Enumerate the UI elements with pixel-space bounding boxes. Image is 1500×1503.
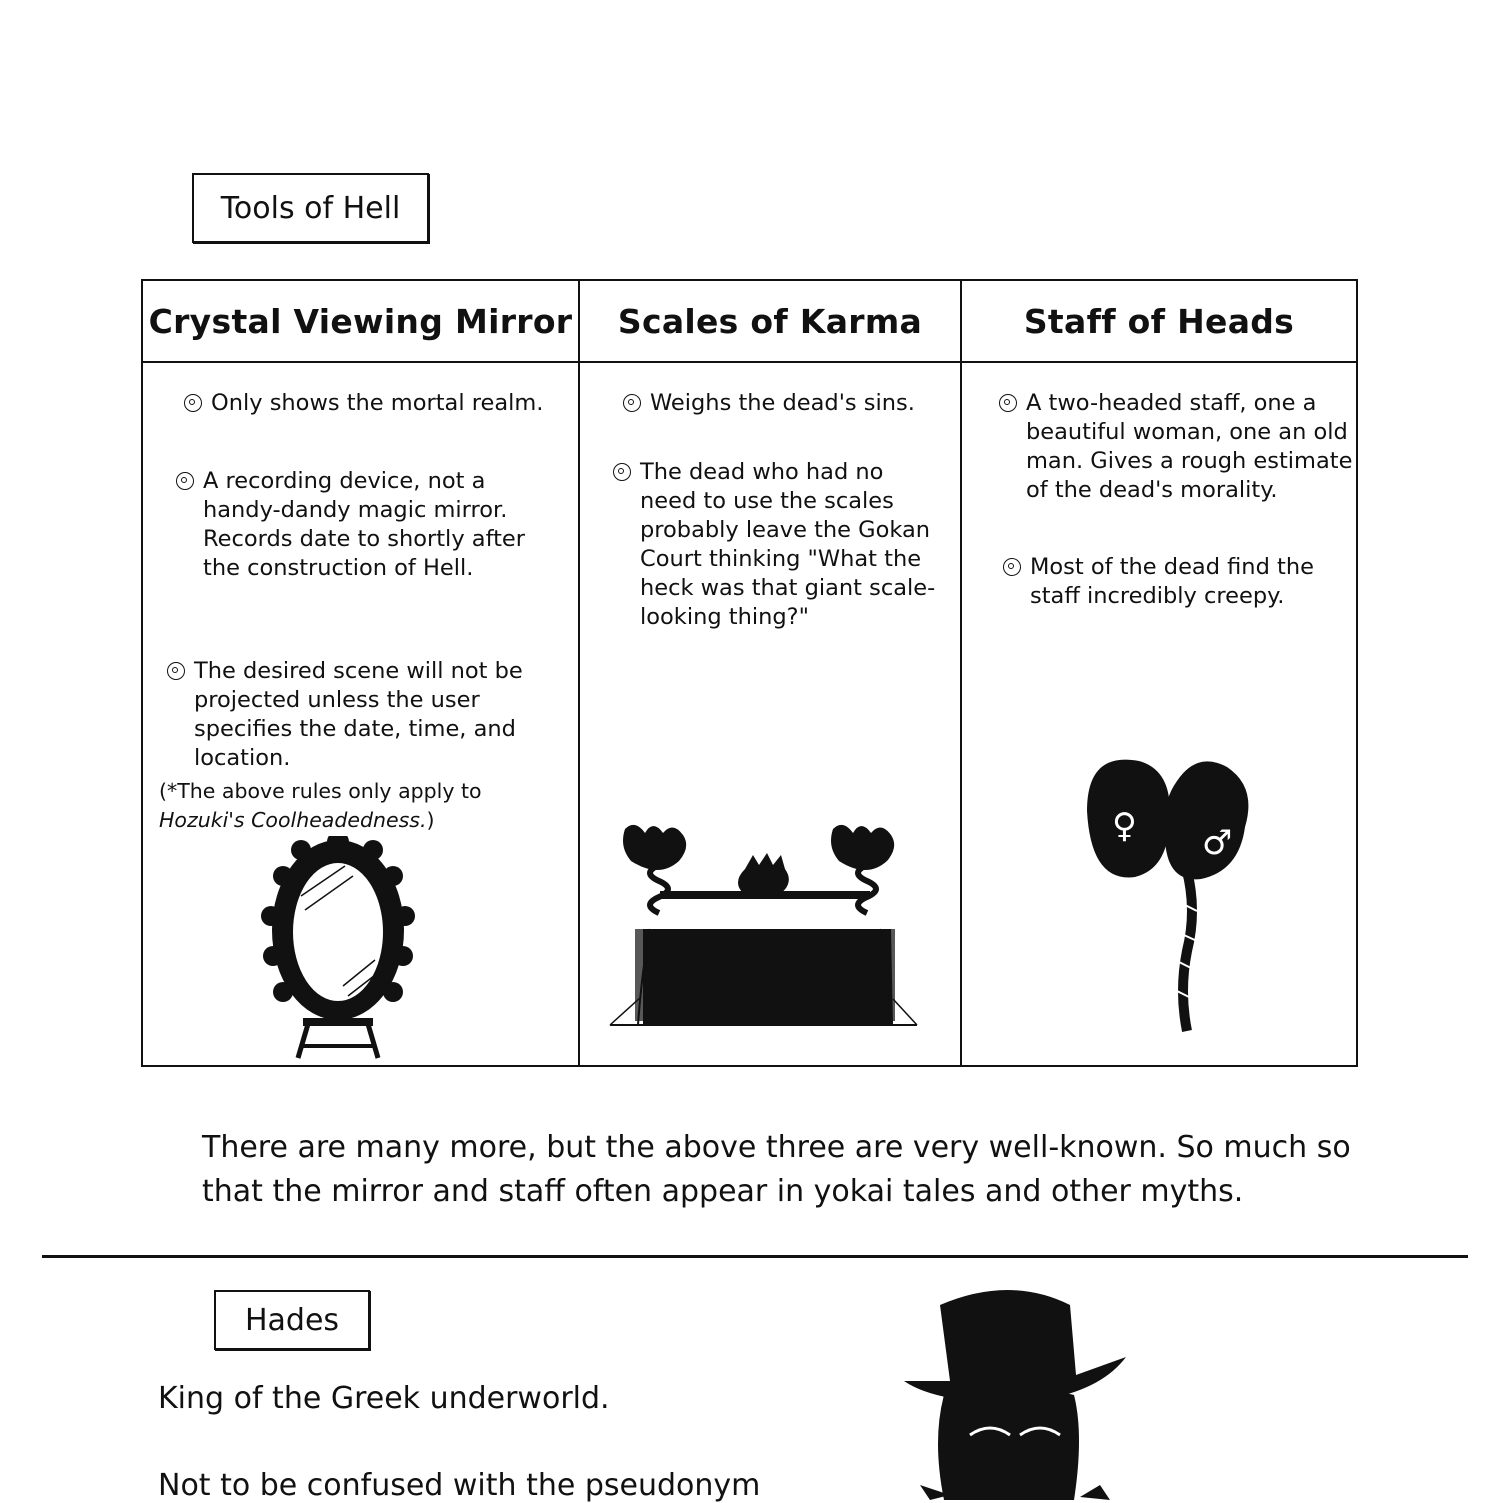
section-title-hades: Hades	[214, 1290, 370, 1350]
bullet-icon	[1003, 558, 1021, 576]
scales-illustration	[605, 821, 925, 1033]
bullet-icon	[176, 472, 194, 490]
note: Weighs the dead's sins.	[650, 389, 940, 418]
male-symbol-icon: ♂	[1202, 823, 1233, 863]
note: Most of the dead find the staff incredibly creepy.	[1030, 553, 1346, 611]
bullet-icon	[623, 394, 641, 412]
section-divider	[42, 1255, 1468, 1258]
mirror-illustration	[253, 836, 423, 1061]
column-staff-of-heads	[960, 281, 1356, 1065]
footnote: (*The above rules only apply to Hozuki's Coolheadedness.)	[159, 779, 482, 832]
tools-table	[141, 279, 1358, 1067]
note: A two-headed staff, one a beautiful woman, one an old man. Gives a rough estimate of the dead's morality.	[1026, 389, 1354, 505]
hades-description: King of the Greek underworld.	[158, 1381, 610, 1416]
note: Only shows the mortal realm.	[211, 389, 561, 418]
bullet-icon	[184, 394, 202, 412]
section-title-tools-of-hell: Tools of Hell	[192, 173, 429, 243]
column-crystal-viewing-mirror	[143, 281, 578, 1065]
female-symbol-icon: ♀	[1112, 806, 1137, 846]
column-title: Staff of Heads	[962, 281, 1356, 363]
note: A recording device, not a handy-dandy magic mirror. Records date to shortly after the construction of Hell.	[203, 467, 553, 583]
hades-note: Not to be confused with the pseudonym	[158, 1468, 761, 1503]
bullet-icon	[999, 394, 1017, 412]
note: The desired scene will not be projected unless the user specifies the date, time, and location.	[194, 657, 544, 773]
bullet-icon	[613, 463, 631, 481]
note: The dead who had no need to use the scales probably leave the Gokan Court thinking "What the heck was that giant scale-looking thing?"	[640, 458, 940, 632]
column-title: Crystal Viewing Mirror	[143, 281, 578, 363]
hades-illustration	[900, 1285, 1130, 1500]
column-scales-of-karma	[578, 281, 960, 1065]
column-title: Scales of Karma	[580, 281, 960, 363]
summary-paragraph: There are many more, but the above three are very well-known. So much so that the mirror and staff often appear in yokai tales and other myths.	[202, 1130, 1351, 1209]
bullet-icon	[167, 662, 185, 680]
staff-illustration	[1077, 751, 1257, 1041]
